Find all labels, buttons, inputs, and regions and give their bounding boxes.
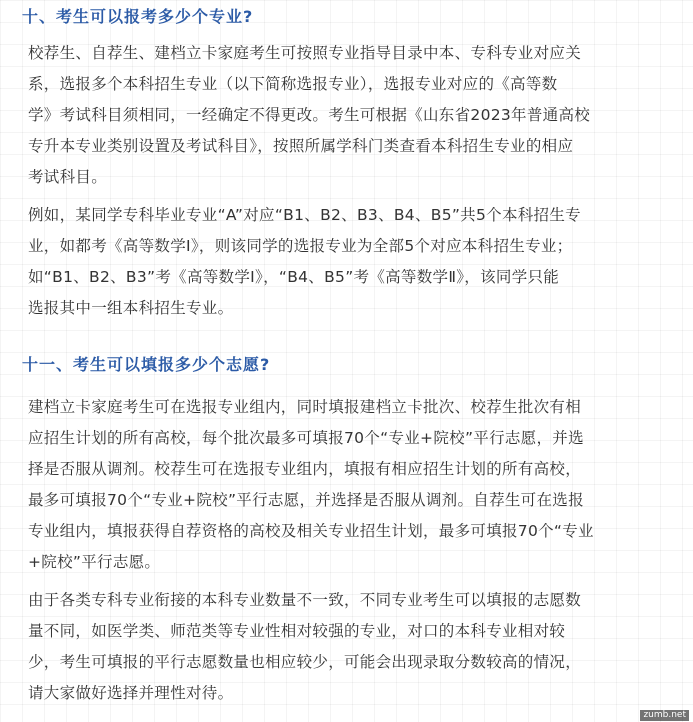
text-line: 专业组内，填报获得自荐资格的高校及相关专业招生计划，最多可填报70个“专业 (28, 522, 594, 540)
text-line: 择是否服从调剂。校荐生可在选报专业组内，填报有相应招生计划的所有高校， (28, 460, 582, 478)
text-line: 量不同，如医学类、师范类等专业性相对较强的专业，对口的本科专业相对较 (28, 622, 566, 640)
paragraph-majors-selection (28, 38, 680, 193)
text-line: 如“B1、B2、B3”考《高等数学Ⅰ》，“B4、B5”考《高等数学Ⅱ》，该同学只能 (28, 268, 560, 286)
watermark-logo: zumb.net (640, 710, 689, 721)
text-line: 建档立卡家庭考生可在选报专业组内，同时填报建档立卡批次、校荐生批次有相 (28, 398, 582, 416)
text-line: 业，如都考《高等数学Ⅰ》，则该同学的选报专业为全部5个对应本科招生专业； (28, 237, 573, 255)
paragraph-volunteer-notes (28, 585, 680, 709)
text-line: 由于各类专科专业衔接的本科专业数量不一致，不同专业考生可以填报的志愿数 (28, 591, 582, 609)
text-line: 学》考试科目须相同，一经确定不得更改。考生可根据《山东省2023年普通高校 (28, 106, 591, 124)
section-heading-ten: 十、考生可以报考多少个专业? (22, 7, 254, 26)
paragraph-volunteer-rules (28, 392, 680, 578)
text-line: 少，考生可填报的平行志愿数量也相应较少，可能会出现录取分数较高的情况， (28, 653, 582, 671)
text-line: 校荐生、自荐生、建档立卡家庭考生可按照专业指导目录中本、专科专业对应关 (28, 44, 582, 62)
text-line: 例如，某同学专科毕业专业“A”对应“B1、B2、B3、B4、B5”共5个本科招生专 (28, 206, 581, 224)
text-line: +院校”平行志愿。 (28, 553, 161, 571)
text-line: 请大家做好选择并理性对待。 (28, 684, 234, 702)
text-line: 专升本专业类别设置及考试科目》，按照所属学科门类查看本科招生专业的相应 (28, 137, 574, 155)
text-line: 考试科目。 (28, 168, 108, 186)
section-heading-eleven: 十一、考生可以填报多少个志愿? (22, 355, 271, 374)
text-line: 系，选报多个本科招生专业（以下简称选报专业），选报专业对应的《高等数 (28, 75, 558, 93)
paragraph-majors-example (28, 200, 680, 324)
text-line: 选报其中一组本科招生专业。 (28, 299, 234, 317)
text-line: 应招生计划的所有高校，每个批次最多可填报70个“专业+院校”平行志愿，并选 (28, 429, 584, 447)
text-line: 最多可填报70个“专业+院校”平行志愿，并选择是否服从调剂。自荐生可在选报 (28, 491, 584, 509)
